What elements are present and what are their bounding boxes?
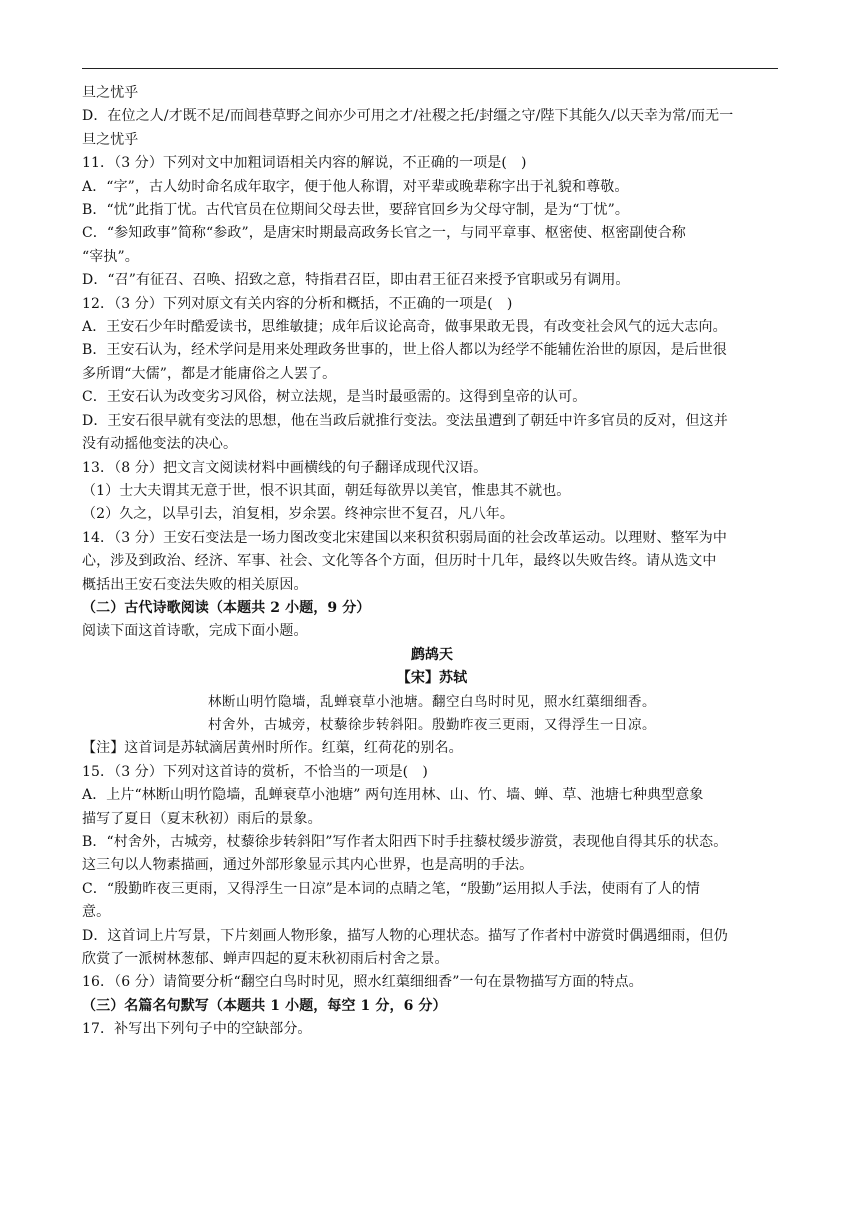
text-line: 欣赏了一派树林葱郁、蝉声四起的夏末秋初雨后村舍之景。 (82, 951, 449, 968)
section-heading-poetry: （二）古代诗歌阅读（本题共 2 小题，9 分） (82, 599, 371, 616)
text-line: 这三句以人物素描画，通过外部形象显示其内心世界，也是高明的手法。 (82, 857, 534, 874)
option-c: C．王安石认为改变劣习风俗，树立法规，是当时最亟需的。这得到皇帝的认可。 (82, 389, 587, 406)
text-line: 描写了夏日（夏末秋初）雨后的景象。 (82, 810, 322, 827)
option-d: D．“召”有征召、召唤、招致之意，特指君召臣，即由君王征召来授予官职或另有调用。 (82, 272, 630, 289)
text-line: “宰执”。 (82, 248, 139, 265)
option-a: A．王安石少年时酷爱读书，思维敏捷；成年后议论高奇，做事果敢无畏，有改变社会风气的远大志向。 (82, 319, 727, 336)
text-line: 旦之忧乎 (82, 131, 139, 148)
poem-instruction: 阅读下面这首诗歌，完成下面小题。 (82, 623, 308, 640)
option-c: C．“参知政事”简称“参政”，是唐宋时期最高政务长官之一，与同平章事、枢密使、枢密副使合称 (82, 225, 686, 242)
section-heading-recitation: （三）名篇名句默写（本题共 1 小题，每空 1 分，6 分） (82, 997, 447, 1014)
option-d: D．王安石很早就有变法的思想，他在当政后就推行变法。变法虽遭到了朝廷中许多官员的反对，但这并 (82, 412, 728, 429)
question-14: 14．（3 分）王安石变法是一场力图改变北宋建国以来积贫积弱局面的社会改革运动。以理财、整军为中 (82, 529, 727, 546)
question-11: 11．（3 分）下列对文中加粗词语相关内容的解说，不正确的一项是( ) (82, 155, 527, 172)
text-line: 没有动摇他变法的决心。 (82, 436, 238, 453)
option-a: A．“字”，古人幼时命名成年取字，便于他人称谓，对平辈或晚辈称字出于礼貌和尊敬。 (82, 178, 629, 195)
option-a: A．上片“林断山明竹隐墙，乱蝉衰草小池塘” 两句连用林、山、竹、墙、蝉、草、池塘七种典型意象 (82, 787, 704, 804)
text-line: 意。 (82, 904, 111, 921)
option-b: B．“忧”此指丁忧。古代官员在位期间父母去世，要辞官回乡为父母守制，是为“丁忧”。 (82, 202, 630, 219)
poem-title: 鹧鸪天 (410, 646, 454, 663)
poem-note: 【注】这首词是苏轼滴居黄州时所作。红蕖，红荷花的别名。 (82, 740, 463, 757)
question-17: 17．补写出下列句子中的空缺部分。 (82, 1021, 312, 1038)
option-b: B．“村舍外，古城旁，杖藜徐步转斜阳”写作者太阳西下时手拄藜杖缓步游赏，表现他自得其乐的状态。 (82, 834, 728, 850)
question-12: 12．（3 分）下列对原文有关内容的分析和概括，不正确的一项是( ) (82, 295, 513, 312)
option-c: C．“殷勤昨夜三更雨，又得浮生一日凉”是本词的点睛之笔，“殷勤”运用拟人手法，使雨有了人的情 (82, 880, 700, 897)
page-content (82, 82, 782, 1042)
option-b: B．王安石认为，经术学问是用来处理政务世事的，世上俗人都以为经学不能辅佐治世的原因，是后世很 (82, 342, 727, 359)
text-line: 心，涉及到政治、经济、军事、社会、文化等各个方面，但历时十几年，最终以失败告终。请从选文中 (82, 553, 717, 570)
poem-author: 【宋】苏轼 (396, 670, 468, 687)
option-d: D．这首词上片写景，下片刻画人物形象，描写人物的心理状态。描写了作者村中游赏时偶遇细雨，但仍 (82, 927, 728, 944)
text-line: 概括出王安石变法失败的相关原因。 (82, 576, 308, 593)
header-rule (82, 68, 778, 69)
text-line: D．在位之人/才既不足/而闾巷草野之间亦少可用之才/社稷之托/封缰之守/陛下其能久/以天幸为常/而无一 (82, 108, 734, 125)
question-13: 13．（8 分）把文言文阅读材料中画横线的句子翻译成现代汉语。 (82, 459, 488, 476)
question-16: 16．（6 分）请简要分析“翻空白鸟时时见，照水红蕖细细香”一句在景物描写方面的特点。 (82, 974, 643, 991)
text-line: 多所谓“大儒”，都是才能庸俗之人罢了。 (82, 365, 337, 382)
text-line: 旦之忧乎 (82, 85, 139, 101)
poem-line: 林断山明竹隐墙，乱蝉衰草小池塘。翻空白鸟时时见，照水红蕖细细香。 (208, 693, 656, 710)
poem-line: 村舍外，古城旁，杖藜徐步转斜阳。殷勤昨夜三更雨，又得浮生一日凉。 (208, 716, 656, 733)
sub-question-1: （1）士大夫谓其无意于世，恨不识其面，朝廷每欲畀以美官，惟患其不就也。 (82, 482, 571, 499)
question-15: 15．（3 分）下列对这首诗的赏析，不恰当的一项是( ) (82, 763, 428, 780)
sub-question-2: （2）久之，以旱引去，洎复相，岁余罢。终神宗世不复召，凡八年。 (82, 506, 515, 523)
